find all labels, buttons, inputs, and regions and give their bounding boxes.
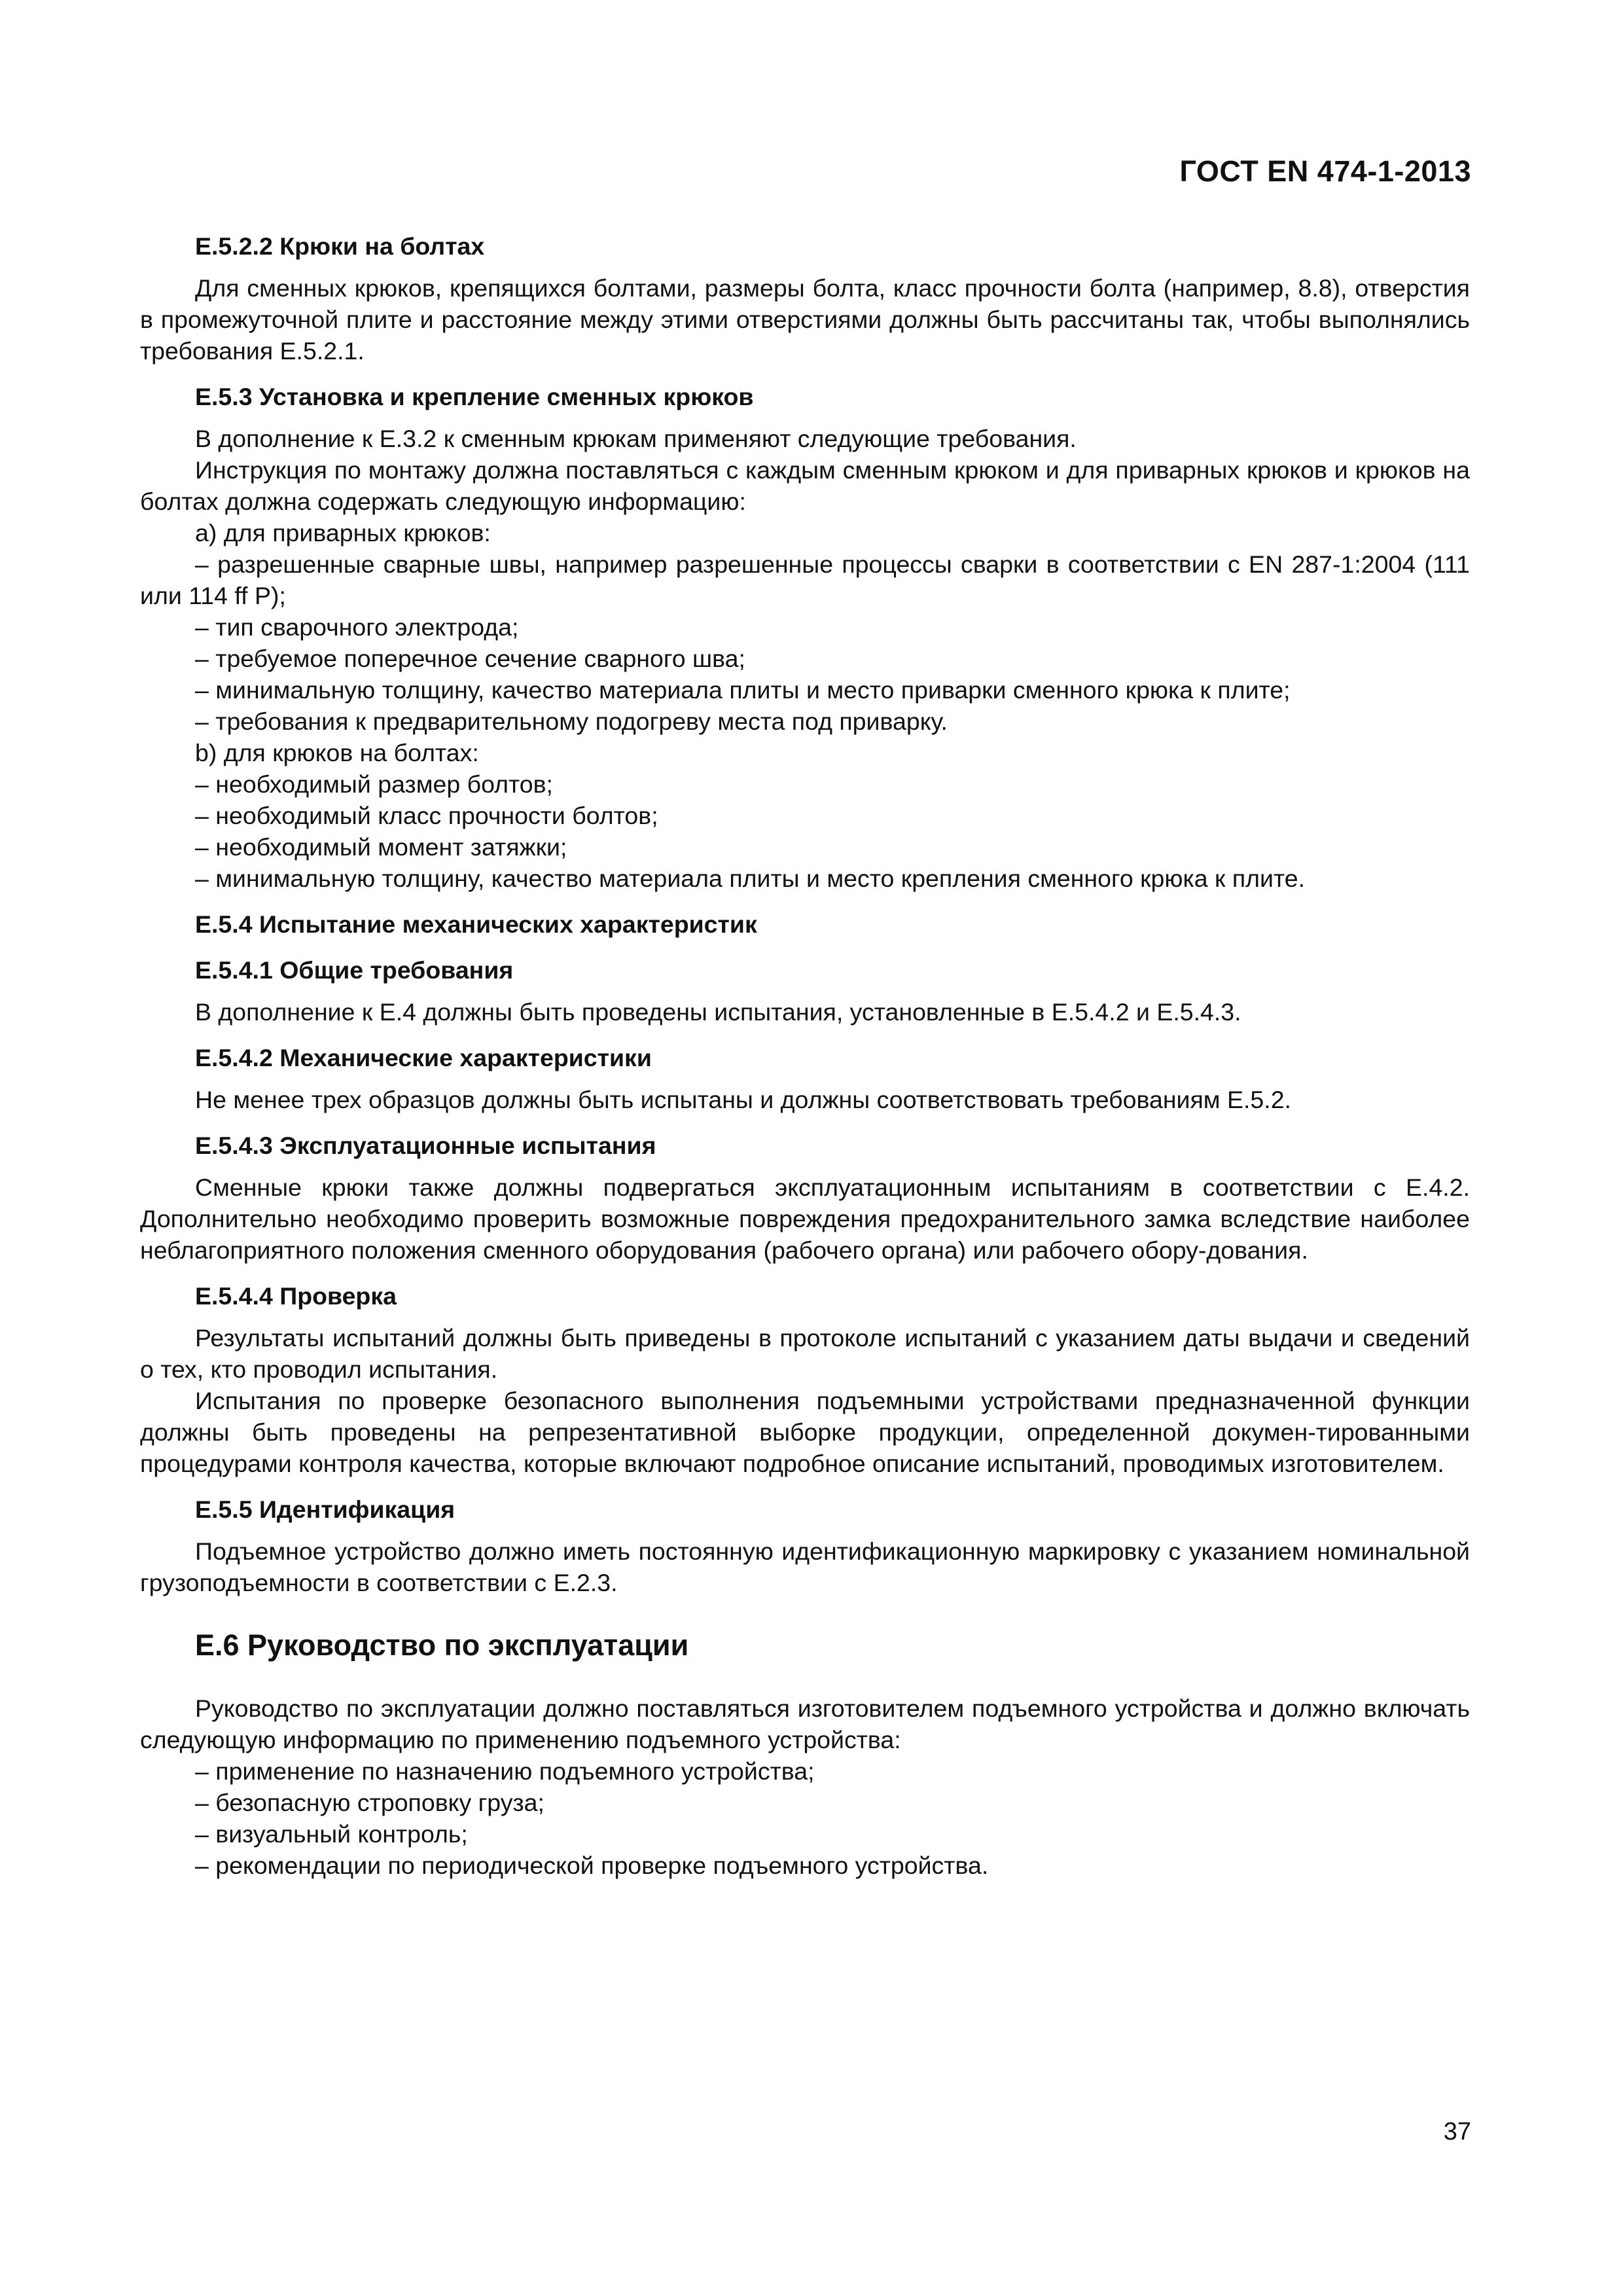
list-item: – минимальную толщину, качество материала плиты и место приварки сменного крюка к плите; xyxy=(195,676,1291,704)
paragraph: Руководство по эксплуатации должно поставляться изготовителем подъемного устройства и должно включать следующую информацию по применению подъемного устройства: xyxy=(140,1695,1470,1753)
section-heading-e5-4-1: Е.5.4.1 Общие требования xyxy=(195,956,514,984)
list-item: – применение по назначению подъемного устройства; xyxy=(195,1757,815,1785)
list-label-welded: а) для приварных крюков: xyxy=(195,519,491,547)
paragraph: Сменные крюки также должны подвергаться эксплуатационным испытаниям в соответствии с Е.4.2. Дополнительно необходимо проверить возможные повреждения предохранительного замка вследствие наиболее неблагоприятного положения сменного оборудования (рабочего органа) или рабочего обору-дования. xyxy=(140,1174,1470,1264)
list-item: – визуальный контроль; xyxy=(195,1820,468,1848)
list-item: – рекомендации по периодической проверке подъемного устройства. xyxy=(195,1852,989,1879)
section-heading-e5-4-2: Е.5.4.2 Механические характеристики xyxy=(195,1044,652,1071)
paragraph: Для сменных крюков, крепящихся болтами, размеры болта, класс прочности болта (например, 8.8), отверстия в промежуточной плите и расстояние между этими отверстиями должны быть рассчитаны так, чтобы выполнялись требования Е.5.2.1. xyxy=(140,274,1470,365)
paragraph: В дополнение к Е.4 должны быть проведены испытания, установленные в Е.5.4.2 и Е.5.4.3. xyxy=(195,998,1241,1026)
list-item: – тип сварочного электрода; xyxy=(195,613,519,641)
section-heading-e5-4-4: Е.5.4.4 Проверка xyxy=(195,1282,397,1310)
paragraph: В дополнение к Е.3.2 к сменным крюкам применяют следующие требования. xyxy=(195,425,1077,452)
section-heading-e6: Е.6 Руководство по эксплуатации xyxy=(195,1628,689,1662)
list-item: – требования к предварительному подогреву места под приварку. xyxy=(195,708,948,735)
list-item: – необходимый класс прочности болтов; xyxy=(195,802,658,829)
paragraph: Результаты испытаний должны быть приведены в протоколе испытаний с указанием даты выдачи и сведений о тех, кто проводил испытания. xyxy=(140,1324,1470,1383)
list-item: – необходимый размер болтов; xyxy=(195,770,553,798)
section-heading-e5-2-2: Е.5.2.2 Крюки на болтах xyxy=(195,232,485,260)
document-id-header: ГОСТ EN 474-1-2013 xyxy=(1179,154,1471,188)
paragraph: Инструкция по монтажу должна поставляться с каждым сменным крюком и для приварных крюков и крюков на болтах должна содержать следующую информацию: xyxy=(140,456,1470,515)
section-heading-e5-4: Е.5.4 Испытание механических характеристик xyxy=(195,910,757,938)
paragraph: Подъемное устройство должно иметь постоянную идентификационную маркировку с указанием номинальной грузоподъемности в соответствии с Е.2.3. xyxy=(140,1537,1470,1596)
section-heading-e5-3: Е.5.3 Установка и крепление сменных крюков xyxy=(195,383,754,410)
page-content xyxy=(140,230,1470,1881)
paragraph: Не менее трех образцов должны быть испытаны и должны соответствовать требованиям Е.5.2. xyxy=(195,1086,1291,1113)
page-number: 37 xyxy=(1443,2118,1471,2145)
list-label-bolted: b) для крюков на болтах: xyxy=(195,739,479,766)
list-item: – безопасную строповку груза; xyxy=(195,1789,544,1816)
paragraph: Испытания по проверке безопасного выполнения подъемными устройствами предназначенной функции должны быть проведены на репрезентативной выборке продукции, определенной докумен-тированными процедурами контроля качества, которые включают подробное описание испытаний, проводимых изготовителем. xyxy=(140,1387,1470,1477)
list-item: – требуемое поперечное сечение сварного шва; xyxy=(195,645,745,672)
section-heading-e5-4-3: Е.5.4.3 Эксплуатационные испытания xyxy=(195,1132,656,1159)
section-heading-e5-5: Е.5.5 Идентификация xyxy=(195,1496,455,1523)
list-item: – необходимый момент затяжки; xyxy=(195,833,567,861)
list-item: – разрешенные сварные швы, например разрешенные процессы сварки в соответствии с EN 287-1:2004 (111 или 114 ff P); xyxy=(140,550,1470,609)
list-item: – минимальную толщину, качество материала плиты и место крепления сменного крюка к плите. xyxy=(195,865,1305,892)
